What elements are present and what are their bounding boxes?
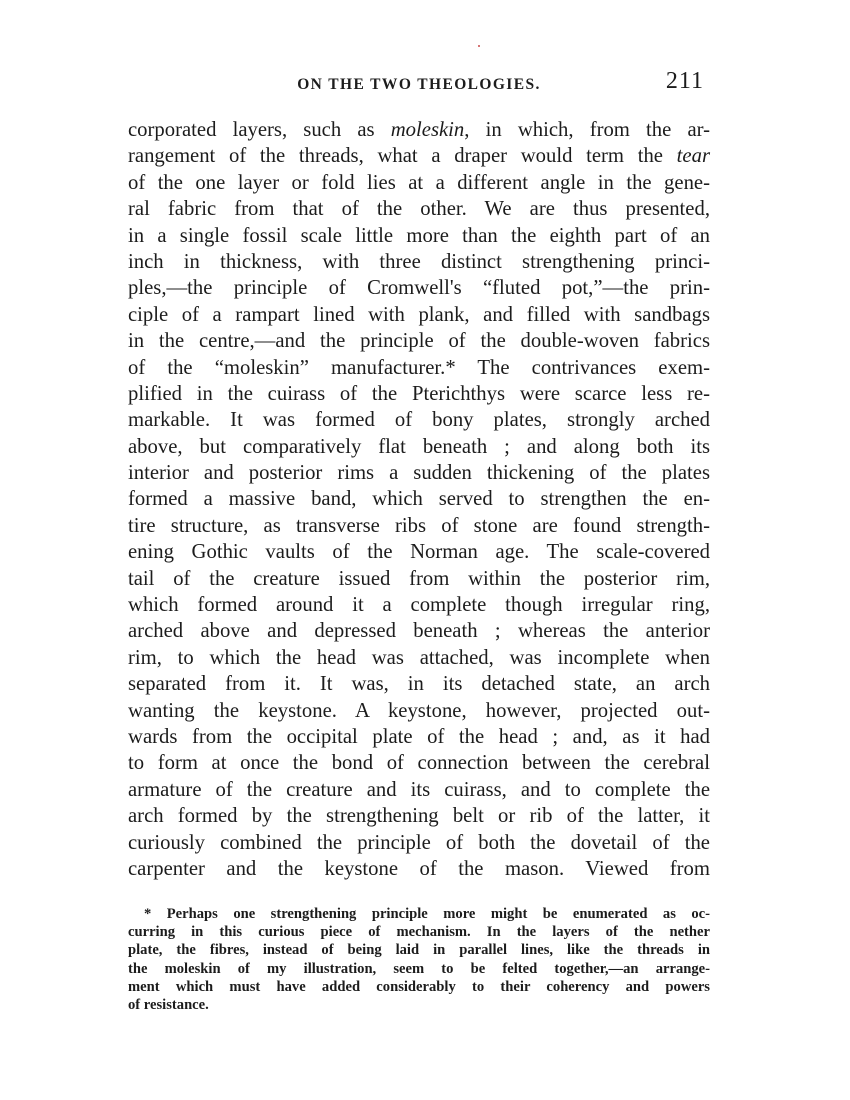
text-line: wanting the keystone. A keystone, however, projected out- <box>128 699 710 722</box>
text-line: separated from it. It was, in its detached state, an arch <box>128 673 710 696</box>
text-line: rangement of the threads, what a draper would term the tear <box>128 145 710 168</box>
text-line: corporated layers, such as moleskin, in which, from the ar- <box>128 119 711 141</box>
footnote-line: the moleskin of my illustration, seem to be felted together,—an arrange- <box>128 960 710 977</box>
footnote <box>128 905 710 1014</box>
text-line: ral fabric from that of the other. We are thus presented, <box>128 198 710 221</box>
footnote-line: * Perhaps one strengthening principle more might be enumerated as oc- <box>144 906 710 922</box>
text-line: armature of the creature and its cuirass, and to complete the <box>128 778 710 801</box>
text-line: inch in thickness, with three distinct strengthening princi- <box>128 250 710 273</box>
running-head <box>128 70 710 100</box>
text-line: of the one layer or fold lies at a different angle in the gene- <box>128 171 710 194</box>
text-line: wards from the occipital plate of the head ; and, as it had <box>128 725 710 748</box>
running-title: ON THE TWO THEOLOGIES. <box>297 76 541 93</box>
text-line: interior and posterior rims a sudden thickening of the plates <box>128 462 710 485</box>
page-number: 211 <box>665 68 704 94</box>
text-line: in a single fossil scale little more than the eighth part of an <box>128 224 710 247</box>
text-line: in the centre,—and the principle of the double-woven fabrics <box>128 330 710 353</box>
text-line: above, but comparatively flat beneath ; and along both its <box>128 435 710 458</box>
body-text <box>128 117 710 882</box>
footnote-line: curring in this curious piece of mechanism. In the layers of the nether <box>128 924 710 941</box>
text-line: curiously combined the principle of both the dovetail of the <box>128 831 710 854</box>
text-line: arched above and depressed beneath ; whereas the anterior <box>128 620 710 643</box>
text-line: carpenter and the keystone of the mason. Viewed from <box>128 857 710 880</box>
text-line: ciple of a rampart lined with plank, and filled with sandbags <box>128 303 710 326</box>
text-line: formed a massive band, which served to strengthen the en- <box>128 488 710 511</box>
text-line: which formed around it a complete though irregular ring, <box>128 594 710 617</box>
text-line: rim, to which the head was attached, was incomplete when <box>128 646 710 669</box>
ink-speck <box>478 45 480 47</box>
footnote-line: ment which must have added considerably to their coherency and powers <box>128 978 710 995</box>
footnote-line: of resistance. <box>128 996 209 1013</box>
text-line: tire structure, as transverse ribs of stone are found strength- <box>128 514 710 537</box>
text-line: plified in the cuirass of the Pterichthys were scarce less re- <box>128 382 710 405</box>
text-line: ples,—the principle of Cromwell's “fluted pot,”—the prin- <box>128 277 710 300</box>
text-line: of the “moleskin” manufacturer.* The contrivances exem- <box>128 356 710 379</box>
text-line: tail of the creature issued from within the posterior rim, <box>128 567 710 590</box>
text-line: arch formed by the strengthening belt or rib of the latter, it <box>128 805 710 828</box>
text-line: to form at once the bond of connection between the cerebral <box>128 752 710 775</box>
text-line: ening Gothic vaults of the Norman age. The scale-covered <box>128 541 710 564</box>
text-line: markable. It was formed of bony plates, strongly arched <box>128 409 710 432</box>
footnote-line: plate, the fibres, instead of being laid in parallel lines, like the threads in <box>128 942 710 959</box>
